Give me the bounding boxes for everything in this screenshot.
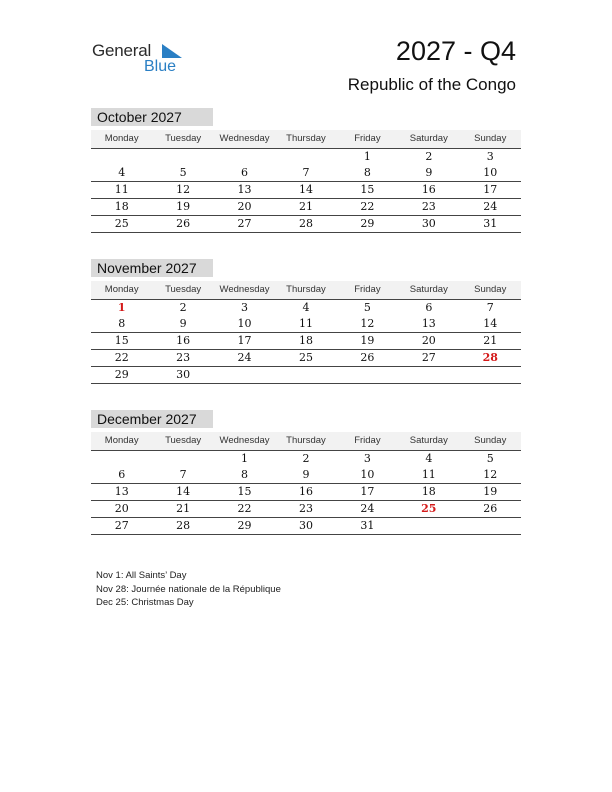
day-cell: 31 xyxy=(360,519,375,532)
day-cell: 25 xyxy=(421,502,437,515)
week-row xyxy=(91,199,521,216)
day-cell: 5 xyxy=(179,166,187,179)
day-cell xyxy=(460,367,521,383)
day-cell: 23 xyxy=(176,351,191,364)
day-cell: 9 xyxy=(425,166,433,179)
logo-blue-text: Blue xyxy=(144,58,177,75)
day-cell: 1 xyxy=(117,301,126,314)
month-label: December 2027 xyxy=(91,410,213,428)
day-cell: 22 xyxy=(237,502,252,515)
weekday-label: Monday xyxy=(104,284,139,295)
day-cell: 19 xyxy=(176,200,191,213)
day-cell: 29 xyxy=(237,519,252,532)
weekday-label: Thursday xyxy=(286,133,326,144)
logo-triangle-icon xyxy=(160,44,182,60)
day-cell: 26 xyxy=(360,351,375,364)
week-row xyxy=(91,333,521,350)
day-cell: 11 xyxy=(114,183,129,196)
day-cell: 17 xyxy=(237,334,252,347)
holiday-note: Nov 28: Journée nationale de la République xyxy=(96,583,281,595)
weekday-label: Saturday xyxy=(409,435,448,446)
day-cell: 21 xyxy=(176,502,191,515)
weekday-header xyxy=(91,432,521,451)
day-cell: 23 xyxy=(298,502,313,515)
day-cell: 3 xyxy=(486,150,494,163)
quarter-title: 2027 - Q4 xyxy=(395,36,516,66)
day-cell: 18 xyxy=(421,485,436,498)
weekday-label: Sunday xyxy=(474,133,507,144)
logo xyxy=(92,40,192,80)
week-row xyxy=(91,182,521,199)
month-label: November 2027 xyxy=(91,259,213,277)
weekday-label: Tuesday xyxy=(165,284,202,295)
week-row xyxy=(91,165,521,182)
holiday-note: Nov 1: All Saints’ Day xyxy=(96,570,187,581)
day-cell: 30 xyxy=(176,368,191,381)
week-row xyxy=(91,300,521,316)
day-cell: 9 xyxy=(179,317,187,330)
day-cell: 4 xyxy=(302,301,310,314)
day-cell: 24 xyxy=(237,351,252,364)
week-row xyxy=(91,350,521,367)
day-cell: 20 xyxy=(421,334,436,347)
day-cell: 28 xyxy=(176,519,191,532)
day-cell: 12 xyxy=(176,183,191,196)
day-cell: 14 xyxy=(483,317,498,330)
week-row xyxy=(91,216,521,233)
month-calendar xyxy=(91,108,521,233)
day-cell: 27 xyxy=(421,351,436,364)
weekday-label: Thursday xyxy=(286,435,326,446)
month-calendar xyxy=(91,259,521,384)
day-cell xyxy=(398,518,459,534)
day-cell: 7 xyxy=(179,468,187,481)
day-cell: 6 xyxy=(241,166,249,179)
day-cell: 18 xyxy=(114,200,129,213)
day-cell: 14 xyxy=(298,183,313,196)
day-cell: 2 xyxy=(425,150,433,163)
weekday-label: Sunday xyxy=(474,435,507,446)
day-cell: 20 xyxy=(114,502,129,515)
day-cell xyxy=(152,149,213,165)
day-cell: 10 xyxy=(360,468,375,481)
holiday-note: Dec 25: Christmas Day xyxy=(96,597,194,608)
weekday-label: Tuesday xyxy=(165,435,202,446)
day-cell: 4 xyxy=(425,452,433,465)
day-cell: 16 xyxy=(298,485,313,498)
day-cell: 13 xyxy=(421,317,436,330)
day-cell: 1 xyxy=(363,150,371,163)
weekday-label: Friday xyxy=(354,284,381,295)
week-row xyxy=(91,316,521,333)
day-cell: 10 xyxy=(237,317,252,330)
weekday-label: Tuesday xyxy=(165,133,202,144)
day-cell: 7 xyxy=(302,166,310,179)
day-cell: 18 xyxy=(298,334,313,347)
weekday-label: Thursday xyxy=(286,284,326,295)
day-cell: 25 xyxy=(298,351,313,364)
weekday-label: Sunday xyxy=(474,284,507,295)
day-cell xyxy=(398,367,459,383)
day-cell xyxy=(275,149,336,165)
country-name: Republic of the Congo xyxy=(347,75,516,94)
weekday-label: Wednesday xyxy=(219,435,270,446)
day-cell: 24 xyxy=(360,502,375,515)
day-cell: 2 xyxy=(302,452,310,465)
weekday-label: Saturday xyxy=(409,133,448,144)
day-cell: 5 xyxy=(363,301,371,314)
day-cell: 31 xyxy=(483,217,498,230)
day-cell: 28 xyxy=(298,217,313,230)
day-cell: 9 xyxy=(302,468,310,481)
day-cell: 6 xyxy=(425,301,433,314)
day-cell: 25 xyxy=(114,217,129,230)
weekday-label: Friday xyxy=(354,133,381,144)
weekday-label: Saturday xyxy=(409,284,448,295)
day-cell: 26 xyxy=(176,217,191,230)
weekday-label: Wednesday xyxy=(219,133,270,144)
day-cell: 22 xyxy=(360,200,375,213)
day-cell: 27 xyxy=(114,519,129,532)
day-cell: 7 xyxy=(486,301,494,314)
day-cell: 2 xyxy=(179,301,187,314)
day-cell: 20 xyxy=(237,200,252,213)
day-cell xyxy=(214,367,275,383)
day-cell: 8 xyxy=(118,317,126,330)
day-cell: 11 xyxy=(298,317,313,330)
day-cell xyxy=(460,518,521,534)
day-cell: 10 xyxy=(483,166,498,179)
day-cell: 19 xyxy=(483,485,498,498)
weekday-label: Monday xyxy=(104,435,139,446)
week-row xyxy=(91,518,521,535)
day-cell: 16 xyxy=(421,183,436,196)
day-cell: 19 xyxy=(360,334,375,347)
day-cell: 11 xyxy=(421,468,436,481)
weekday-label: Wednesday xyxy=(219,284,270,295)
day-cell: 4 xyxy=(118,166,126,179)
weekday-header xyxy=(91,281,521,300)
week-row xyxy=(91,149,521,165)
week-row xyxy=(91,484,521,501)
day-cell: 17 xyxy=(360,485,375,498)
day-cell: 3 xyxy=(363,452,371,465)
day-cell: 15 xyxy=(114,334,129,347)
day-cell: 27 xyxy=(237,217,252,230)
day-cell: 16 xyxy=(176,334,191,347)
day-cell: 22 xyxy=(114,351,129,364)
day-cell: 12 xyxy=(360,317,375,330)
holiday-notes xyxy=(96,569,281,610)
weekday-label: Monday xyxy=(104,133,139,144)
day-cell: 15 xyxy=(360,183,375,196)
day-cell: 5 xyxy=(486,452,494,465)
day-cell xyxy=(337,367,398,383)
day-cell: 8 xyxy=(363,166,371,179)
day-cell: 13 xyxy=(237,183,252,196)
month-calendar xyxy=(91,410,521,535)
day-cell: 17 xyxy=(483,183,498,196)
week-row xyxy=(91,501,521,518)
day-cell: 12 xyxy=(483,468,498,481)
day-cell xyxy=(275,367,336,383)
day-cell xyxy=(91,451,152,467)
day-cell xyxy=(152,451,213,467)
day-cell: 26 xyxy=(483,502,498,515)
month-label: October 2027 xyxy=(91,108,213,126)
day-cell xyxy=(91,149,152,165)
weekday-header xyxy=(91,130,521,149)
day-cell: 28 xyxy=(482,351,498,364)
day-cell: 6 xyxy=(118,468,126,481)
day-cell: 3 xyxy=(241,301,249,314)
day-cell xyxy=(214,149,275,165)
day-cell: 29 xyxy=(114,368,129,381)
day-cell: 21 xyxy=(483,334,498,347)
day-cell: 30 xyxy=(298,519,313,532)
day-cell: 30 xyxy=(421,217,436,230)
logo-general-text: General xyxy=(92,41,152,60)
weekday-label: Friday xyxy=(354,435,381,446)
day-cell: 15 xyxy=(237,485,252,498)
day-cell: 14 xyxy=(176,485,191,498)
day-cell: 24 xyxy=(483,200,498,213)
day-cell: 21 xyxy=(298,200,313,213)
week-row xyxy=(91,367,521,384)
week-row xyxy=(91,451,521,467)
day-cell: 13 xyxy=(114,485,129,498)
day-cell: 23 xyxy=(421,200,436,213)
day-cell: 1 xyxy=(241,452,249,465)
day-cell: 29 xyxy=(360,217,375,230)
week-row xyxy=(91,467,521,484)
day-cell: 8 xyxy=(241,468,249,481)
